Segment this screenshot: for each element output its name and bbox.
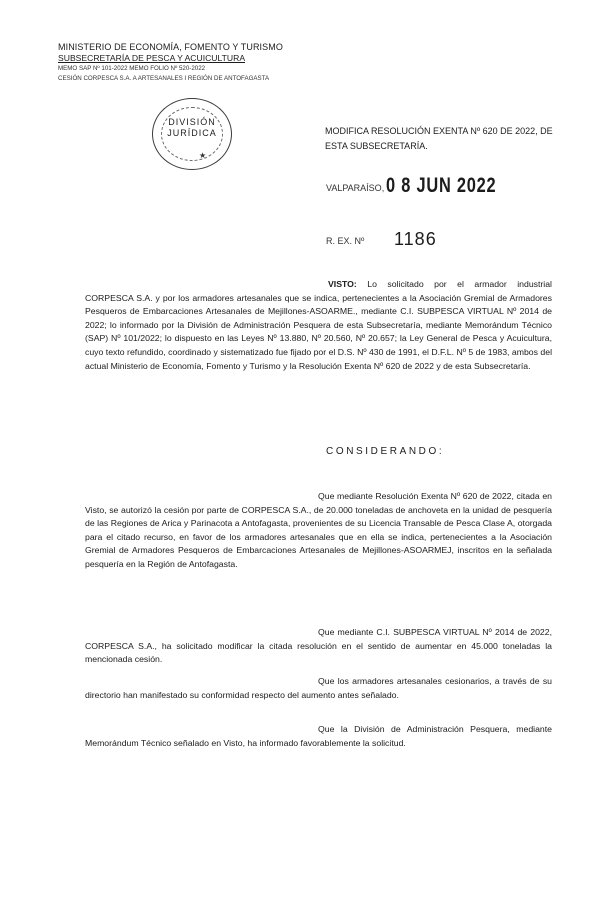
stamp-line-1: DIVISIÓN: [168, 117, 216, 127]
considerando-paragraph-1: [85, 490, 552, 572]
visto-paragraph: [85, 278, 552, 373]
considerando-p1-text: Que mediante Resolución Exenta Nº 620 de 2022, citada en Visto, se autorizó la cesión por parte de CORPESCA S.A., de 20.000 toneladas de anchoveta en la unidad de pesquería de las Regiones de Arica y Parinacota a Antofagasta, provenientes de su Licencia Transable de Pesca Clase A, otorgada para el citado recurso, en favor de los armadores artesanales que en ella se indica, pertenecientes a la Asociación Gremial de Armadores Pesqueros de Embarcaciones Artesanales de Mejillones-ASOARMEJ, inscritos en la señalada pesquería en la Región de Antofagasta.: [85, 491, 552, 569]
division-juridica-stamp: [152, 98, 232, 170]
star-icon: ★: [199, 151, 207, 160]
place-label: VALPARAÍSO,: [326, 183, 385, 193]
subsecretaria-name: SUBSECRETARÍA DE PESCA Y ACUICULTURA: [58, 53, 246, 63]
document-header: [58, 42, 308, 83]
considerando-p3-text: Que los armadores artesanales cesionarios, a través de su directorio han manifestado su conformidad respecto del aumento antes señalado.: [85, 676, 552, 700]
cesion-reference: CESIÓN CORPESCA S.A. A ARTESANALES I REGIÓN DE ANTOFAGASTA: [58, 74, 270, 82]
stamp-line-2: JURÍDICA: [167, 128, 217, 138]
resolution-number-label: R. EX. Nº: [326, 236, 365, 246]
memo-reference: MEMO SAP Nº 101-2022 MEMO FOLIO Nº 520-2022: [58, 65, 206, 72]
considerando-p2-text: Que mediante C.I. SUBPESCA VIRTUAL Nº 2014 de 2022, CORPESCA S.A., ha solicitado modificar la citada resolución en el sentido de aumentar en 45.000 toneladas la mencionada cesión.: [85, 627, 552, 665]
considerando-p4-text: Que la División de Administración Pesquera, mediante Memorándum Técnico señalado en Visto, ha informado favorablemente la solicitud.: [85, 724, 552, 748]
considerando-paragraph-2: [85, 626, 552, 667]
considerando-heading: CONSIDERANDO:: [326, 446, 445, 457]
date-stamp: 0 8 JUN 2022: [386, 174, 497, 197]
visto-text: Lo solicitado por el armador industrial CORPESCA S.A. y por los armadores artesanales que se indica, pertenecientes a la Asociación Gremial de Armadores Pesqueros de Embarcaciones Artesanales de Mejillones-ASOARME., mediante C.I. SUBPESCA VIRTUAL Nº 2014 de 2022; lo informado por la División de Administración Pesquera de esta Subsecretaría, mediante Memorándum Técnico (SAP) Nº 101/2022; lo dispuesto en las Leyes Nº 13.880, Nº 20.560, Nº 20.657; la Ley General de Pesca y Acuicultura, cuyo texto refundido, coordinado y sistematizado fue fijado por el D.S. Nº 430 de 1991, el D.F.L. Nº 5 de 1983, ambos del actual Ministerio de Economía, Fomento y Turismo y la Resolución Exenta Nº 620 de 2022 y de esta Subsecretaría.: [85, 279, 552, 371]
considerando-paragraph-3: [85, 675, 552, 702]
stamp-text: [153, 117, 231, 139]
considerando-paragraph-4: [85, 723, 552, 750]
resolution-number: 1186: [394, 229, 437, 249]
visto-label: VISTO:: [328, 279, 357, 289]
ministry-name: MINISTERIO DE ECONOMÍA, FOMENTO Y TURISMO: [58, 42, 283, 52]
resolution-title: MODIFICA RESOLUCIÓN EXENTA Nº 620 DE 2022, DE ESTA SUBSECRETARÍA.: [325, 126, 553, 151]
